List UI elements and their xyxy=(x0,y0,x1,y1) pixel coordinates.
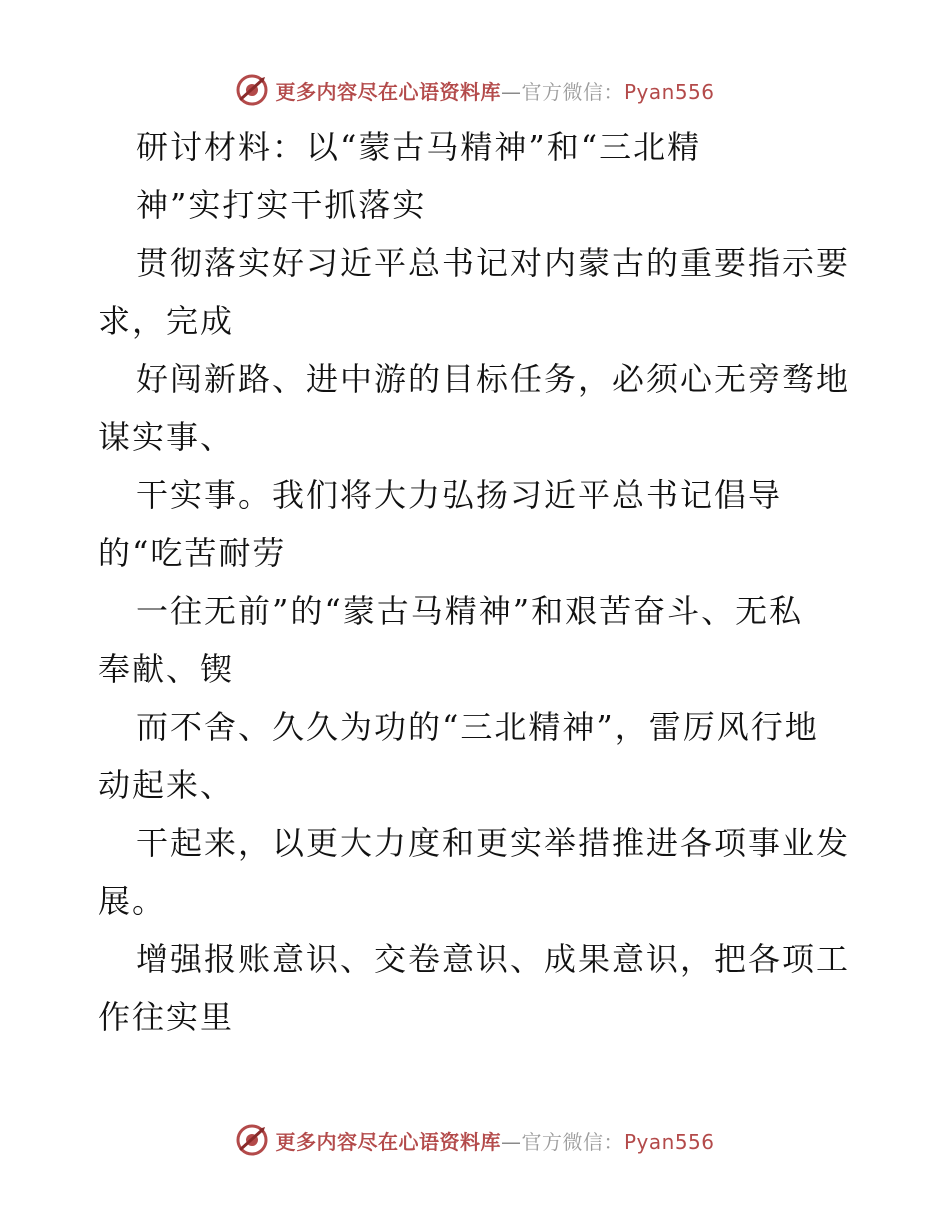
header-separator: — xyxy=(500,79,522,104)
header-banner xyxy=(0,70,950,110)
paragraph-line: 好闯新路、进中游的目标任务，必须心无旁骛地 xyxy=(136,360,851,398)
footer-brand-text: 更多内容尽在心语资料库 xyxy=(275,1129,501,1154)
footer-wechat-label: 官方微信： xyxy=(521,1129,624,1154)
brand-logo-icon xyxy=(235,1123,269,1157)
paragraph-line: 干实事。我们将大力弘扬习近平总书记倡导 xyxy=(136,476,783,514)
paragraph-line: 干起来，以更大力度和更实举措推进各项事业发 xyxy=(136,824,851,862)
paragraph-line: 奉献、锲 xyxy=(98,650,235,688)
header-brand-text: 更多内容尽在心语资料库 xyxy=(275,79,501,104)
paragraph-line: 增强报账意识、交卷意识、成果意识，把各项工 xyxy=(136,940,851,978)
paragraph-line: 展。 xyxy=(98,882,167,920)
paragraph-line: 贯彻落实好习近平总书记对内蒙古的重要指示要 xyxy=(136,244,851,282)
document-body xyxy=(98,118,858,1046)
paragraph-line: 谋实事、 xyxy=(98,418,235,456)
footer-banner xyxy=(0,1120,950,1160)
footer-separator: — xyxy=(500,1129,522,1154)
paragraph-line: 动起来、 xyxy=(98,766,235,804)
document-title-line-2: 神”实打实干抓落实 xyxy=(136,186,427,224)
paragraph-line: 而不舍、久久为功的“三北精神”，雷厉风行地 xyxy=(136,708,819,746)
brand-logo-icon xyxy=(235,73,269,107)
paragraph-line: 的“吃苦耐劳 xyxy=(98,534,287,572)
header-wechat-id: Pyan556 xyxy=(623,79,715,104)
header-wechat-label: 官方微信： xyxy=(521,79,624,104)
header-banner-text xyxy=(275,76,714,105)
footer-banner-text xyxy=(275,1126,714,1155)
document-title-line-1: 研讨材料：以“蒙古马精神”和“三北精 xyxy=(136,128,702,166)
paragraph-line: 一往无前”的“蒙古马精神”和艰苦奋斗、无私 xyxy=(136,592,804,630)
paragraph-line: 求，完成 xyxy=(98,302,235,340)
paragraph-line: 作往实里 xyxy=(98,998,235,1036)
footer-wechat-id: Pyan556 xyxy=(623,1129,715,1154)
